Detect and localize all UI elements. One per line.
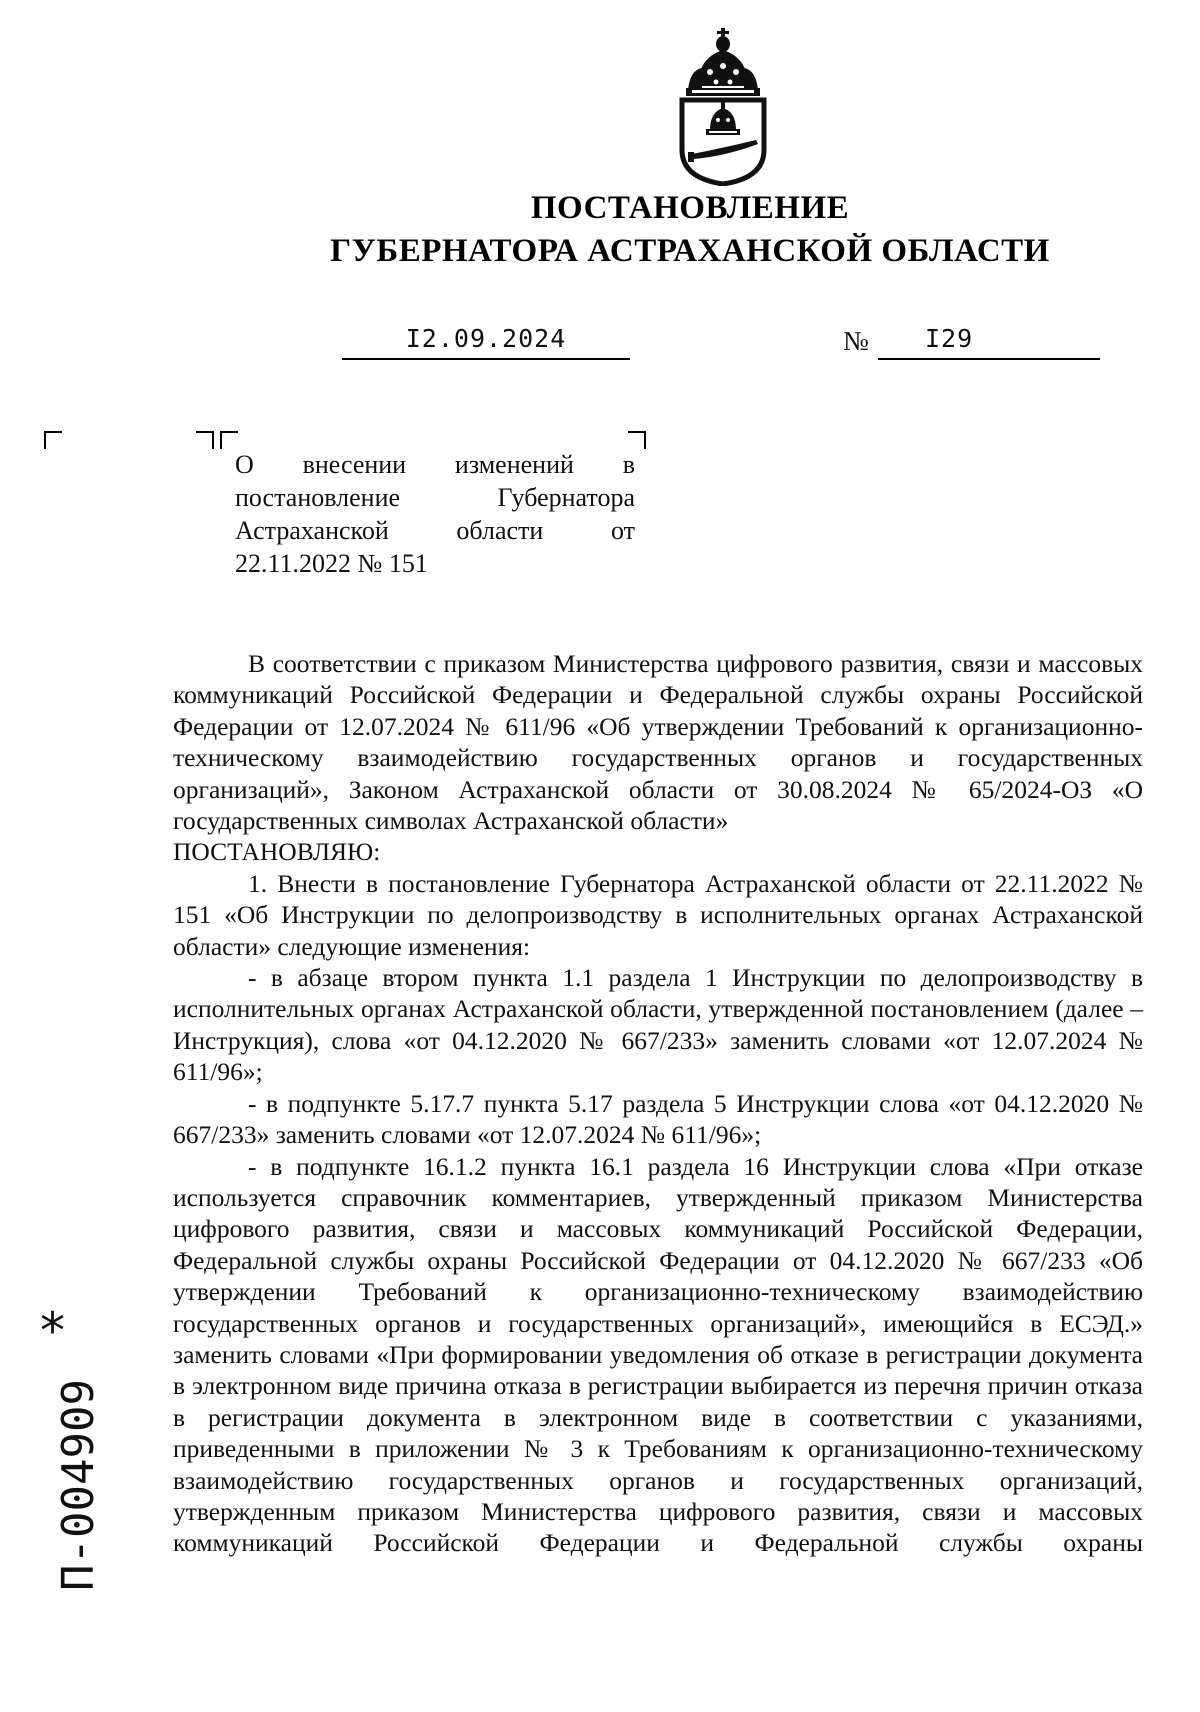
coat-of-arms-emblem xyxy=(668,28,778,186)
document-date: I2.09.2024 xyxy=(342,324,630,360)
corner-mark xyxy=(44,431,62,449)
number-sign: № xyxy=(843,326,869,356)
issuer-title: ГУБЕРНАТОРА АСТРАХАНСКОЙ ОБЛАСТИ xyxy=(330,233,1050,269)
document-type-title: ПОСТАНОВЛЕНИЕ xyxy=(530,190,850,226)
form-code: П-004909 xyxy=(53,1379,104,1591)
change-3-paragraph: - в подпункте 16.1.2 пункта 16.1 раздела 16 Инструкции слова «При отказе используется справочник комментариев, утвержденный приказом Министерства цифрового развития, связи и массовых коммуникаций Российской Федерации, Федеральной службы охраны Российской Федерации от 04.12.2020 № 667/233 «Об утверждении Требований к организационно-техническому взаимодействию государственных органов и государственных организаций», имеющийся в ЕСЭД.» заменить словами «При формировании уведомления об отказе в регистрации документа в электронном виде причина отказа в регистрации выбирается из перечня причин отказа в регистрации документа в электронном виде в соответствии с указаниями, приведенными в приложении № 3 к Требованиям к организационно-техническому взаимодействию государственных органов и государственных организаций, утвержденным приказом Министерства цифрового развития, связи и массовых коммуникаций Российской Федерации и Федеральной службы охраны xyxy=(173,1151,1143,1558)
change-1-paragraph: - в абзаце втором пункта 1.1 раздела 1 Инструкции по делопроизводству в исполнительных органах Астраханской области, утвержденной постановлением (далее – Инструкция), слова «от 04.12.2020 № 667/233» заменить словами «от 12.07.2024 № 611/96»; xyxy=(173,963,1143,1087)
document-subject: О внесении изменений в постановление Губернатора Астраханской области от 22.11.2022 № 151 xyxy=(235,450,635,578)
document-number-field xyxy=(878,324,1100,360)
decree-word: ПОСТАНОВЛЯЮ: xyxy=(173,837,381,867)
document-number: I29 xyxy=(925,324,974,353)
corner-mark xyxy=(220,431,238,449)
corner-mark xyxy=(196,431,214,449)
margin-asterisk: * xyxy=(40,1302,65,1360)
change-2-paragraph: - в подпункте 5.17.7 пункта 5.17 раздела 5 Инструкции слова «от 04.12.2020 № 667/233» заменить словами «от 12.07.2024 № 611/96»; xyxy=(173,1088,1143,1150)
document-body xyxy=(173,648,1143,1559)
corner-mark xyxy=(628,431,646,449)
item-1-paragraph: 1. Внести в постановление Губернатора Астраханской области от 22.11.2022 № 151 «Об Инструкции по делопроизводству в исполнительных органах Астраханской области» следующие изменения: xyxy=(173,868,1143,961)
preamble-paragraph: В соответствии с приказом Министерства цифрового развития, связи и массовых коммуникаций Российской Федерации и Федеральной службы охраны Российской Федерации от 12.07.2024 № 611/96 «Об утверждении Требований к организационно-техническому взаимодействию государственных органов и государственных организаций», Законом Астраханской области от 30.08.2024 № 65/2024-ОЗ «О государственных символах Астраханской области» xyxy=(173,649,1143,836)
